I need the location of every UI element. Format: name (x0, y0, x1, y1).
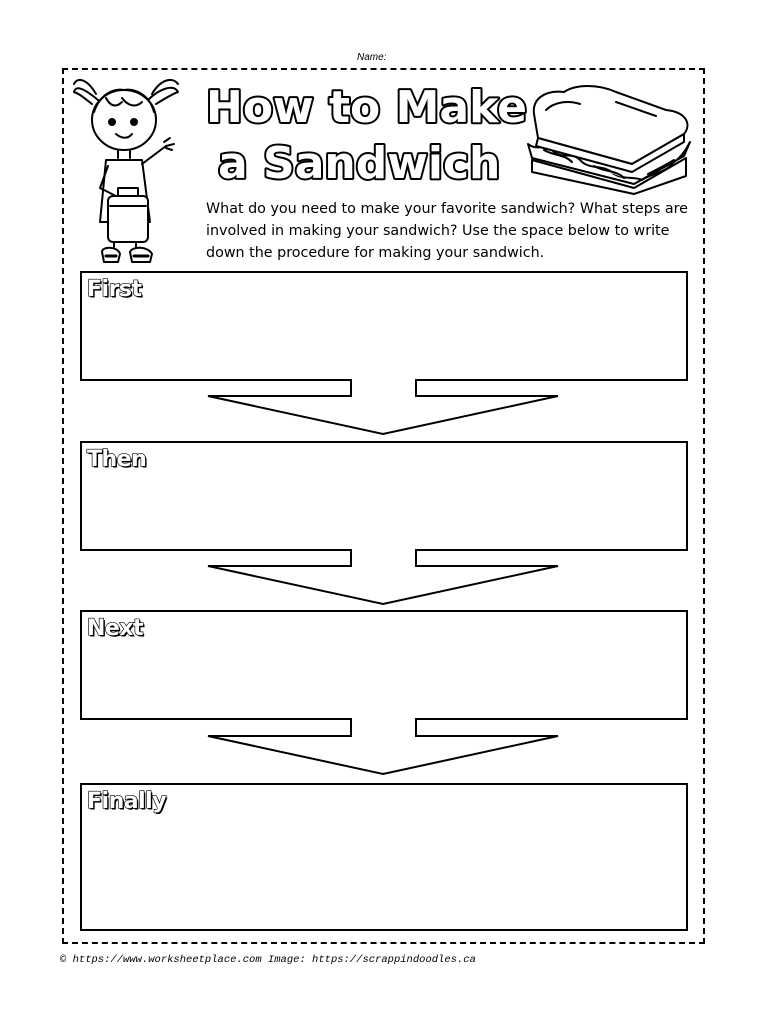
title-line-1: How to Make (206, 82, 527, 133)
step-box-first[interactable] (80, 271, 688, 381)
step-label-then: Then (87, 447, 147, 472)
instructions-text: What do you need to make your favorite sandwich? What steps are involved in making your sandwich? Use the space below to write down the procedure for making your sandwich. (206, 201, 688, 261)
name-label: Name: (357, 52, 387, 63)
step-box-next[interactable] (80, 610, 688, 720)
step-box-then[interactable] (80, 441, 688, 551)
step-box-finally[interactable] (80, 783, 688, 931)
step-label-first: First (87, 277, 142, 302)
step-label-finally: Finally (87, 789, 166, 814)
title-line-2: a Sandwich (218, 138, 501, 189)
footer-credit: © https://www.worksheetplace.com Image: https://scrappindoodles.ca (60, 954, 476, 966)
step-label-next: Next (87, 616, 144, 641)
sandwich-illustration (524, 80, 696, 198)
